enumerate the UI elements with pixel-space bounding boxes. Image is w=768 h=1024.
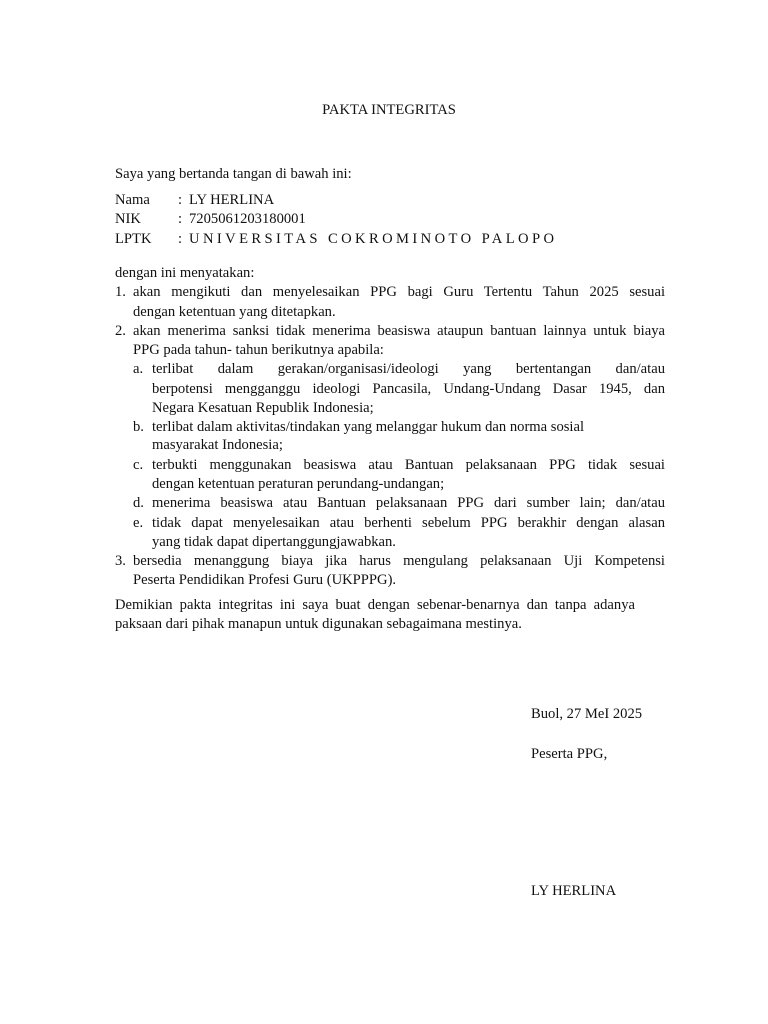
identity-label: Nama <box>115 192 150 208</box>
list-item-3 <box>115 552 665 591</box>
statement-lead: dengan ini menyatakan: <box>115 265 255 281</box>
identity-value-lptk: UNIVERSITAS COKROMINOTO PALOPO <box>189 230 558 247</box>
item-line: akan mengikuti dan menyelesaikan PPG bagi Guru Tertentu Tahun 2025 sesuai <box>133 284 665 301</box>
sub-item-line: Negara Kesatuan Republik Indonesia; <box>152 400 374 417</box>
identity-colon: : <box>178 211 183 228</box>
identity-row-name <box>115 191 675 210</box>
list-item-2 <box>115 322 665 361</box>
intro-text: Saya yang bertanda tangan di bawah ini: <box>115 166 352 182</box>
identity-label: LPTK <box>115 230 152 247</box>
sub-item-letter: b. <box>133 419 144 436</box>
signer-role: Peserta PPG, <box>531 746 608 762</box>
place-date: Buol, 27 MeI 2025 <box>531 706 643 722</box>
sub-item-line: menerima beasiswa atau Bantuan pelaksanaan PPG dari sumber lain; dan/atau <box>152 495 665 512</box>
item-line: akan menerima sanksi tidak menerima beasiswa ataupun bantuan lainnya untuk biaya <box>133 322 665 339</box>
sub-item-line: masyarakat Indonesia; <box>152 436 283 453</box>
statement-block <box>115 264 665 591</box>
item-number: 2. <box>115 322 126 339</box>
identity-colon: : <box>178 230 183 247</box>
closing-line: paksaan dari pihak manapun untuk digunakan sebagaimana mestinya. <box>115 616 522 633</box>
closing-line: Demikian pakta integritas ini saya buat dengan sebenar-benarnya dan tanpa adanya <box>115 597 635 613</box>
sub-item-line: berpotensi mengganggu ideologi Pancasila, Undang-Undang Dasar 1945, dan <box>152 380 665 397</box>
item-number: 1. <box>115 284 126 301</box>
sub-item-line: dengan ketentuan peraturan perundang-undangan; <box>152 475 445 492</box>
identity-value-name: LY HERLINA <box>189 192 275 208</box>
signer-name: LY HERLINA <box>531 883 617 899</box>
list-item-1 <box>115 283 665 322</box>
sub-item-letter: d. <box>133 495 144 512</box>
sub-item-line: terbukti menggunakan beasiswa atau Bantuan pelaksanaan PPG tidak sesuai <box>152 456 665 473</box>
item-line: PPG pada tahun- tahun berikutnya apabila: <box>133 342 384 359</box>
item-line: bersedia menanggung biaya jika harus mengulang pelaksanaan Uji Kompetensi <box>133 553 665 570</box>
sub-item-line: terlibat dalam gerakan/organisasi/ideologi yang bertentangan dan/atau <box>152 361 665 378</box>
sub-item-letter: a. <box>133 361 144 378</box>
sub-item-a <box>115 360 665 418</box>
identity-row-lptk <box>115 230 675 249</box>
sub-item-c <box>115 456 665 495</box>
item-line: Peserta Pendidikan Profesi Guru (UKPPPG). <box>133 572 397 589</box>
item-line: dengan ketentuan yang ditetapkan. <box>133 303 336 320</box>
sub-item-letter: c. <box>133 456 144 473</box>
identity-value-nik: 7205061203180001 <box>189 211 306 228</box>
identity-block <box>115 191 675 249</box>
sub-item-line: tidak dapat menyelesaikan atau berhenti sebelum PPG berakhir dengan alasan <box>152 514 665 531</box>
identity-label: NIK <box>115 211 141 228</box>
sub-item-d <box>115 494 665 513</box>
closing-paragraph <box>115 596 635 635</box>
identity-colon: : <box>178 192 183 208</box>
identity-row-nik <box>115 210 675 229</box>
sub-item-b <box>115 418 665 452</box>
sub-item-letter: e. <box>133 514 144 531</box>
sub-item-line: terlibat dalam aktivitas/tindakan yang melanggar hukum dan norma sosial <box>152 419 585 436</box>
sub-item-e <box>115 514 665 553</box>
document-title: PAKTA INTEGRITAS <box>322 102 456 118</box>
item-number: 3. <box>115 553 126 570</box>
sub-item-line: yang tidak dapat dipertanggungjawabkan. <box>152 533 396 550</box>
